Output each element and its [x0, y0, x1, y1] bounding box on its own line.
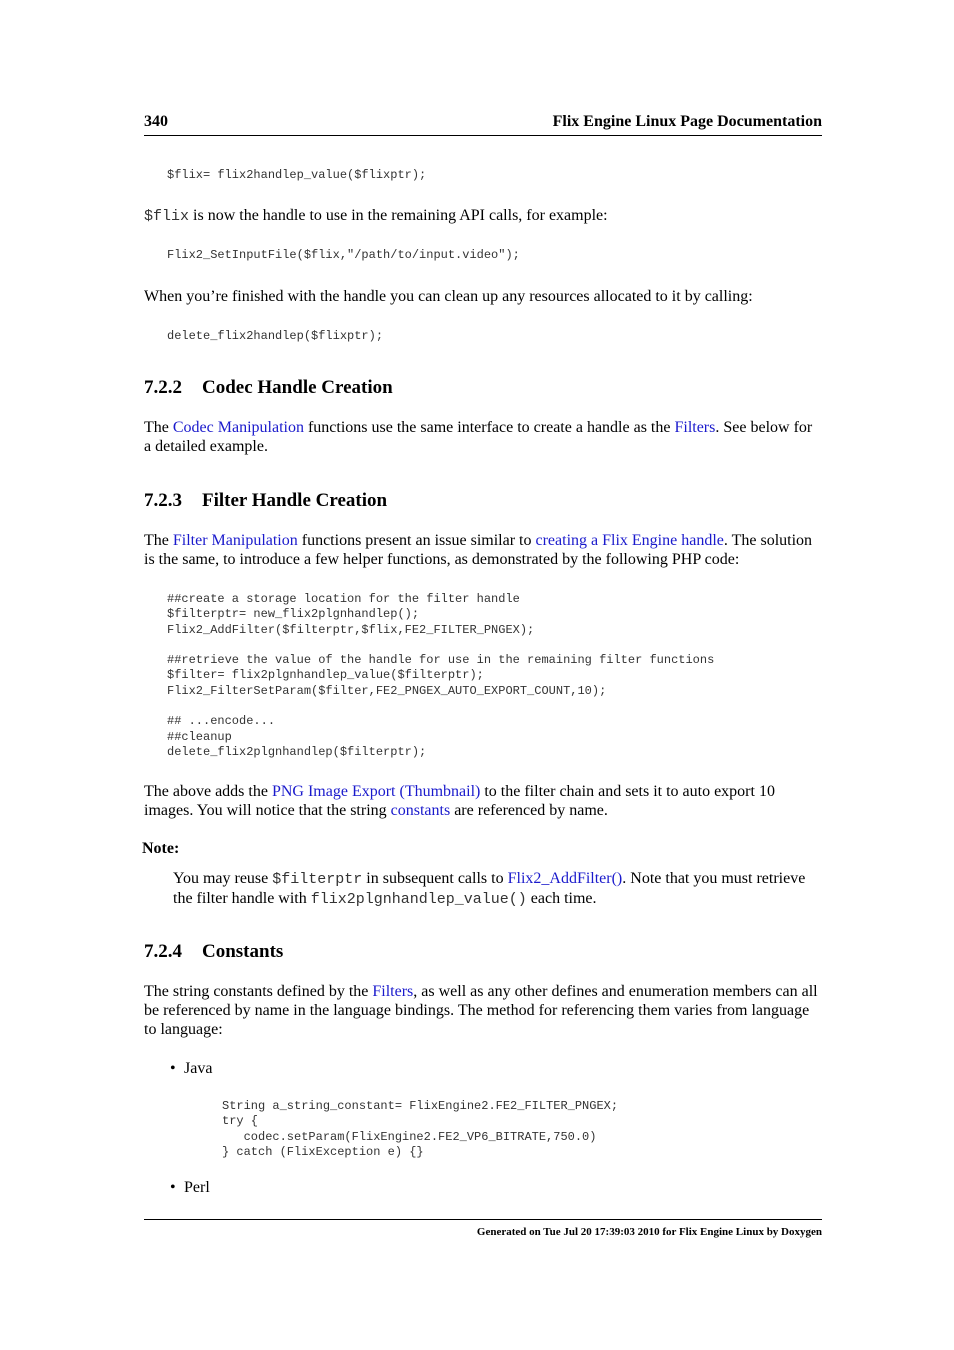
inline-code: $filterptr	[272, 871, 363, 888]
code-block-set-input: Flix2_SetInputFile($flix,"/path/to/input.video");	[167, 248, 520, 262]
page-footer: Generated on Tue Jul 20 17:39:03 2010 for Flix Engine Linux by Doxygen	[144, 1219, 822, 1238]
code-block-php-filter: ##create a storage location for the filter handle $filterptr= new_flix2plgnhandlep(); Flix2_AddFilter($filterptr,$flix,FE2_FILTER_PNGEX); ##retrieve the value of the handle for use in the remaining filter functions $filter= flix2plgnhandlep_value($filterptr); Flix2_FilterSetParam($filter,FE2_PNGEX_AUTO_EXPORT_COUNT,10); ## ...encode... ##cleanup delete_flix2plgnhandlep($filterptr);	[167, 592, 715, 759]
paragraph-constants: The string constants defined by the Filters, as well as any other defines and enumeration members can all be referenced by name in the language bindings. The method for referencing them varies from language to language:	[144, 983, 818, 1038]
link-filters[interactable]: Filters	[372, 983, 414, 1000]
note-label: Note:	[142, 840, 180, 857]
running-title: Flix Engine Linux Page Documentation	[552, 113, 822, 130]
code-block-handle-value: $flix= flix2handlep_value($flixptr);	[167, 168, 427, 182]
list-item: • Java	[170, 1060, 213, 1077]
section-heading-codec-handle: 7.2.2 Codec Handle Creation	[144, 377, 393, 398]
inline-code: $flix	[144, 208, 190, 225]
note-body: You may reuse $filterptr in subsequent calls to Flix2_AddFilter(). Note that you must retrieve the filter handle with flix2plgnhandlep_value() each time.	[173, 870, 806, 908]
bullet-icon: •	[170, 1060, 176, 1077]
paragraph-png-export: The above adds the PNG Image Export (Thumbnail) to the filter chain and sets it to auto export 10 images. You will notice that the string constants are referenced by name.	[144, 783, 775, 819]
inline-code: flix2plgnhandlep_value()	[310, 891, 527, 908]
paragraph-codec-handle: The Codec Manipulation functions use the same interface to create a handle as the Filters. See below for a detailed example.	[144, 419, 813, 455]
link-codec-manipulation[interactable]: Codec Manipulation	[172, 419, 304, 436]
code-block-delete-handle: delete_flix2handlep($flixptr);	[167, 329, 384, 343]
link-flix2-addfilter[interactable]: Flix2_AddFilter()	[507, 870, 623, 887]
paragraph-cleanup: When you’re finished with the handle you can clean up any resources allocated to it by calling:	[144, 288, 753, 305]
link-creating-flix-engine-handle[interactable]: creating a Flix Engine handle	[535, 532, 724, 549]
section-heading-filter-handle: 7.2.3 Filter Handle Creation	[144, 490, 388, 511]
section-heading-constants: 7.2.4 Constants	[144, 941, 284, 962]
link-png-image-export[interactable]: PNG Image Export (Thumbnail)	[271, 783, 481, 800]
paragraph-filter-handle: The Filter Manipulation functions present an issue similar to creating a Flix Engine handle. The solution is the same, to introduce a few helper functions, as demonstrated by the following PHP code:	[144, 532, 813, 568]
list-item: • Perl	[170, 1179, 210, 1196]
page-header	[144, 113, 822, 136]
link-filters[interactable]: Filters	[674, 419, 716, 436]
paragraph-handle-usage: $flix is now the handle to use in the remaining API calls, for example:	[144, 207, 608, 225]
page-number: 340	[144, 113, 168, 130]
link-filter-manipulation[interactable]: Filter Manipulation	[172, 532, 298, 549]
link-constants[interactable]: constants	[390, 802, 451, 819]
code-block-java: String a_string_constant= FlixEngine2.FE2_FILTER_PNGEX; try { codec.setParam(FlixEngine2.FE2_VP6_BITRATE,750.0) } catch (FlixException e) {}	[222, 1099, 619, 1159]
bullet-icon: •	[170, 1179, 176, 1196]
